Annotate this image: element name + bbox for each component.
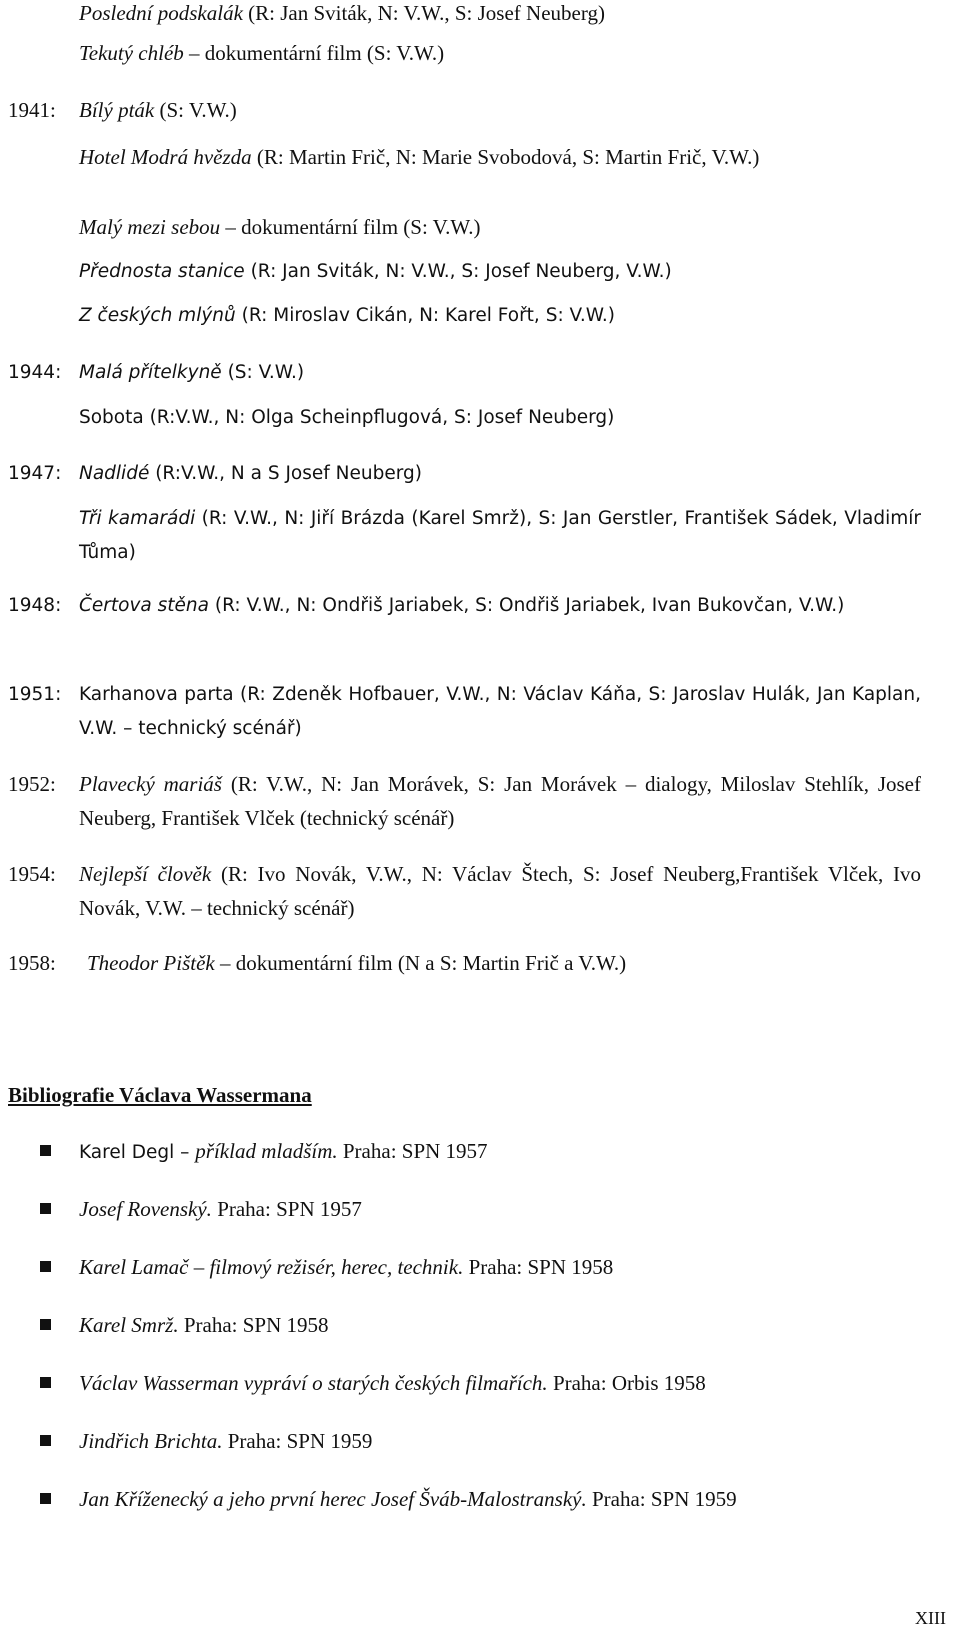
- film-details: (R: V.W., N: Jiří Brázda (Karel Smrž), S: Jan Gerstler, František Sádek, Vladimír Tůma): [79, 508, 921, 563]
- film-entry: [79, 40, 444, 66]
- film-entry: [79, 360, 304, 386]
- film-year: 1947:: [8, 463, 62, 484]
- film-title: Malá přítelkyně: [79, 362, 222, 383]
- film-details: (R: Miroslav Cikán, N: Karel Fořt, S: V.W.): [235, 305, 615, 326]
- film-entry: [79, 0, 605, 26]
- bibliography-title: Karel Smrž.: [79, 1313, 179, 1337]
- bibliography-publisher: Praha: SPN 1959: [222, 1429, 373, 1453]
- film-year: 1958:: [8, 951, 56, 975]
- bibliography-publisher: Praha: SPN 1958: [463, 1255, 614, 1279]
- film-title: Tekutý chléb: [79, 41, 184, 65]
- film-title: Nejlepší člověk: [79, 862, 212, 886]
- bullet-icon: [40, 1435, 51, 1446]
- bibliography-title: Josef Rovenský.: [79, 1197, 212, 1221]
- film-details: (S: V.W.): [221, 362, 305, 383]
- film-details: (R: V.W., N: Ondřiš Jariabek, S: Ondřiš Jariabek, Ivan Bukovčan, V.W.): [208, 595, 845, 616]
- film-entry: [79, 461, 422, 487]
- film-year: 1948:: [8, 595, 62, 616]
- film-year: 1954:: [8, 862, 56, 886]
- film-title: Přednosta stanice: [79, 261, 245, 282]
- film-title: Plavecký mariáš: [79, 772, 222, 796]
- film-details: (R: Jan Sviták, N: V.W., S: Josef Neuberg, V.W.): [244, 261, 672, 282]
- film-title: Nadlidé: [79, 463, 150, 484]
- bibliography-item: [79, 1254, 613, 1280]
- film-title: Malý mezi sebou: [79, 215, 221, 239]
- film-title: Hotel Modrá hvězda: [79, 145, 252, 169]
- bibliography-publisher: Praha: SPN 1957: [211, 1197, 362, 1221]
- film-details: (R: Jan Sviták, N: V.W., S: Josef Neuberg): [242, 1, 605, 25]
- bibliography-title: Jan Kříženecký a jeho první herec Josef Šváb-Malostranský.: [79, 1487, 587, 1511]
- bullet-icon: [40, 1377, 51, 1388]
- film-details: (R:V.W., N a S Josef Neuberg): [149, 463, 422, 484]
- bibliography-item: [79, 1138, 488, 1166]
- film-entry: [79, 857, 921, 925]
- bibliography-item: [79, 1486, 737, 1512]
- film-details: – dokumentární film (S: V.W.): [220, 215, 481, 239]
- bullet-icon: [40, 1203, 51, 1214]
- film-entry: [79, 303, 615, 329]
- film-details: – dokumentární film (S: V.W.): [183, 41, 445, 65]
- bibliography-item: [79, 1370, 706, 1396]
- bullet-icon: [40, 1493, 51, 1504]
- film-entry: [79, 214, 481, 240]
- bullet-icon: [40, 1261, 51, 1272]
- film-year: 1951:: [8, 684, 62, 705]
- film-details: – dokumentární film (N a S: Martin Frič a V.W.): [214, 951, 627, 975]
- bullet-icon: [40, 1145, 51, 1156]
- film-entry: [87, 950, 626, 976]
- film-entry: [79, 589, 921, 623]
- film-details: (R: Ivo Novák, V.W., N: Václav Štech, S: Josef Neuberg,František Vlček, Ivo Novák, V.W. – technický scénář): [79, 862, 921, 920]
- bibliography-title: Jindřich Brichta.: [79, 1429, 223, 1453]
- film-title: Z českých mlýnů: [79, 305, 236, 326]
- bibliography-item: [79, 1312, 329, 1338]
- bibliography-title: Václav Wasserman vypráví o starých českých filmařích.: [79, 1371, 548, 1395]
- bibliography-title: příklad mladším.: [195, 1139, 338, 1163]
- film-entry: [79, 502, 921, 570]
- film-entry: [79, 767, 921, 835]
- film-year: 1952:: [8, 772, 56, 796]
- film-entry: [79, 142, 921, 172]
- film-details: Sobota (R:V.W., N: Olga Scheinpflugová, S: Josef Neuberg): [79, 407, 615, 428]
- bibliography-item: [79, 1196, 362, 1222]
- bibliography-title: Karel Lamač – filmový režisér, herec, technik.: [79, 1255, 464, 1279]
- film-details: (S: V.W.): [154, 98, 237, 122]
- film-entry: [79, 678, 921, 746]
- bibliography-publisher: Praha: Orbis 1958: [547, 1371, 706, 1395]
- film-title: Bílý pták: [79, 98, 155, 122]
- bibliography-heading: Bibliografie Václava Wassermana: [8, 1083, 312, 1107]
- film-entry: [79, 97, 237, 123]
- page-number: XIII: [915, 1608, 946, 1628]
- bullet-icon: [40, 1319, 51, 1330]
- film-title: Theodor Pištěk: [87, 951, 215, 975]
- bibliography-prefix: Karel Degl –: [79, 1142, 196, 1163]
- film-title: Tři kamarádi: [79, 508, 196, 529]
- bibliography-publisher: Praha: SPN 1957: [337, 1139, 488, 1163]
- film-details: (R: Zdeněk Hofbauer, V.W., N: Václav Káňa, S: Jaroslav Hulák, Jan Kaplan, V.W. – technický scénář): [79, 684, 921, 739]
- film-year: 1944:: [8, 362, 62, 383]
- film-title: Čertova stěna: [79, 595, 209, 616]
- film-details: (R: Martin Frič, N: Marie Svobodová, S: Martin Frič, V.W.): [251, 145, 760, 169]
- film-title: Karhanova parta: [79, 684, 234, 705]
- bibliography-publisher: Praha: SPN 1959: [586, 1487, 737, 1511]
- bibliography-publisher: Praha: SPN 1958: [178, 1313, 329, 1337]
- film-year: 1941:: [8, 98, 56, 122]
- bibliography-item: [79, 1428, 372, 1454]
- film-entry: [79, 405, 614, 431]
- film-entry: [79, 259, 672, 285]
- film-title: Poslední podskalák: [79, 1, 243, 25]
- film-details: (R: V.W., N: Jan Morávek, S: Jan Morávek – dialogy, Miloslav Stehlík, Josef Neuberg, František Vlček (technický scénář): [79, 772, 921, 830]
